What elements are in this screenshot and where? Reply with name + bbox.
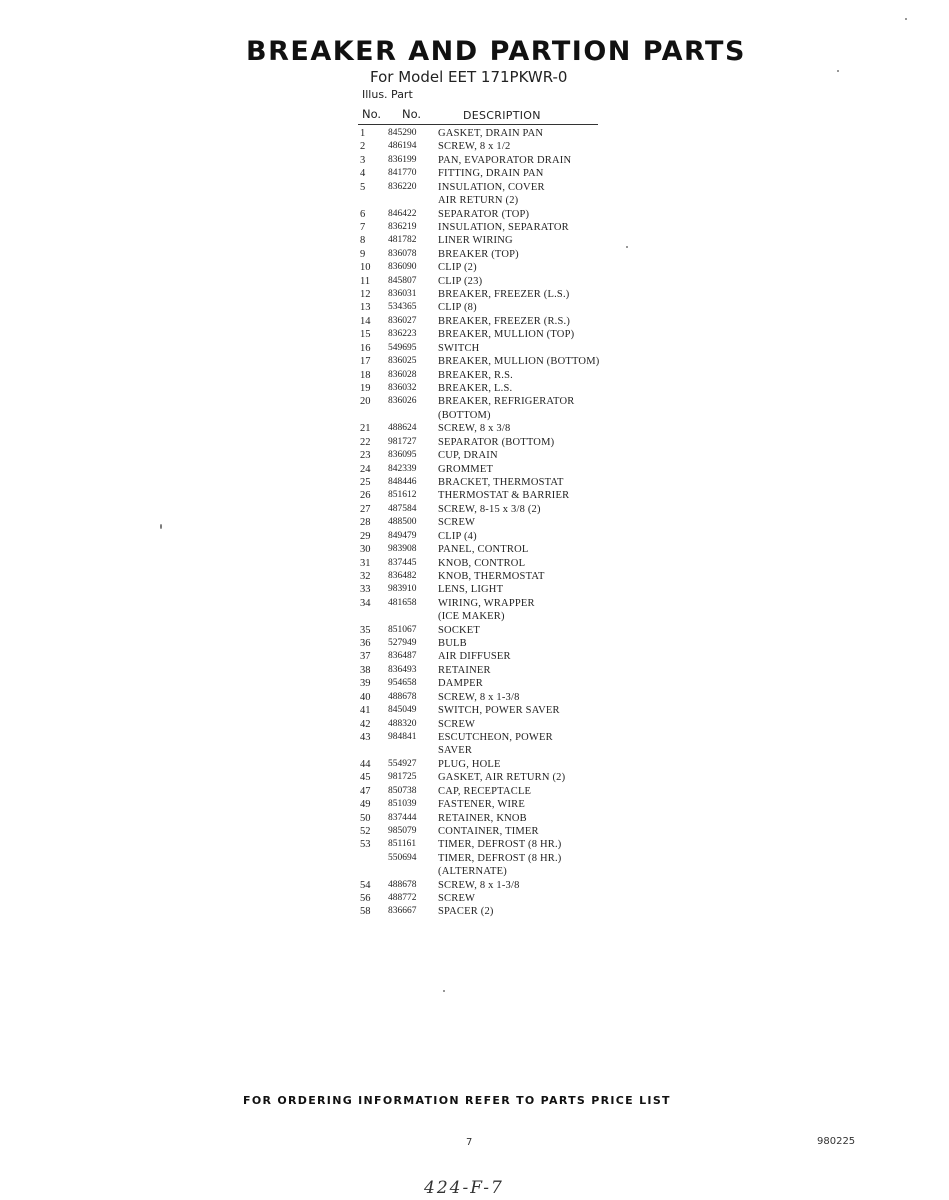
- illus-no: 22: [360, 436, 371, 448]
- illus-no: 49: [360, 799, 371, 811]
- part-number: 836095: [388, 450, 417, 461]
- part-number: 836028: [388, 369, 417, 380]
- part-number: 488320: [388, 718, 417, 729]
- illus-no: 45: [360, 772, 371, 784]
- part-number: 836487: [388, 651, 417, 662]
- part-number: 488678: [388, 879, 417, 890]
- part-number: 534365: [388, 302, 417, 313]
- header-description: DESCRIPTION: [463, 109, 541, 122]
- header-illus-part: Illus. Part: [362, 88, 413, 101]
- part-description: GASKET, DRAIN PAN: [438, 128, 544, 139]
- illus-no: 50: [360, 812, 371, 824]
- part-description: INSULATION, SEPARATOR: [438, 221, 569, 233]
- part-description: SCREW, 8 x 1-3/8: [438, 691, 520, 703]
- illus-no: 38: [360, 664, 371, 676]
- part-description: PAN, EVAPORATOR DRAIN: [438, 154, 572, 166]
- part-number: 836482: [388, 570, 417, 581]
- part-number: 836220: [388, 181, 417, 192]
- part-description: INSULATION, COVER: [438, 181, 545, 193]
- part-description: TIMER, DEFROST (8 HR.): [438, 852, 562, 864]
- part-description: SCREW: [438, 517, 476, 529]
- illus-no: 53: [360, 839, 371, 851]
- part-description: CLIP (2): [438, 262, 477, 274]
- illus-no: 54: [360, 879, 371, 891]
- part-description: ESCUTCHEON, POWER: [438, 731, 553, 743]
- part-number: 836078: [388, 248, 417, 259]
- part-number: 481658: [388, 597, 417, 608]
- part-description: SCREW, 8 x 1/2: [438, 141, 511, 153]
- illus-no: 30: [360, 544, 371, 556]
- illus-no: 29: [360, 530, 371, 542]
- model-subtitle: For Model EET 171PKWR-0: [370, 68, 568, 86]
- part-number: 836219: [388, 221, 417, 232]
- part-number: 527949: [388, 638, 417, 649]
- part-description: BREAKER, R.S.: [438, 369, 513, 381]
- part-number: 981727: [388, 436, 417, 447]
- illus-no: 18: [360, 369, 371, 381]
- illus-no: 33: [360, 584, 371, 596]
- part-description: GROMMET: [438, 463, 494, 475]
- illus-no: 56: [360, 893, 371, 905]
- scan-speck: [626, 246, 628, 248]
- part-description: (ICE MAKER): [438, 611, 505, 623]
- illus-no: 19: [360, 383, 371, 395]
- illus-no: 12: [360, 289, 371, 301]
- part-description: BREAKER, FREEZER (R.S.): [438, 315, 571, 327]
- part-number: 851161: [388, 839, 417, 850]
- part-number: 845807: [388, 275, 417, 286]
- illus-no: 42: [360, 718, 371, 730]
- part-description: SCREW: [438, 893, 476, 905]
- illus-no: 25: [360, 476, 371, 488]
- part-description: CLIP (23): [438, 275, 483, 287]
- illus-no: 40: [360, 691, 371, 703]
- illus-no: 32: [360, 570, 371, 582]
- illus-no: 20: [360, 396, 371, 408]
- part-description: BULB: [438, 638, 467, 650]
- part-description: FASTENER, WIRE: [438, 799, 525, 811]
- part-number: 488500: [388, 517, 417, 528]
- part-number: 846422: [388, 208, 417, 219]
- part-description: FITTING, DRAIN PAN: [438, 168, 544, 180]
- scan-speck: [837, 70, 839, 72]
- part-description: CLIP (8): [438, 302, 477, 314]
- part-description: SCREW, 8 x 1-3/8: [438, 879, 520, 891]
- part-description: CONTAINER, TIMER: [438, 825, 539, 837]
- part-number: 851067: [388, 624, 417, 635]
- part-number: 851612: [388, 490, 417, 501]
- part-description: BREAKER (TOP): [438, 248, 519, 260]
- illus-no: 9: [360, 248, 366, 260]
- part-description: SWITCH, POWER SAVER: [438, 705, 560, 717]
- illus-no: 8: [360, 235, 366, 247]
- page-number: 7: [466, 1137, 473, 1148]
- illus-no: 3: [360, 154, 366, 166]
- part-description: RETAINER, KNOB: [438, 812, 527, 824]
- part-description: LINER WIRING: [438, 235, 513, 247]
- part-description: SCREW, 8-15 x 3/8 (2): [438, 503, 541, 515]
- part-description: LENS, LIGHT: [438, 584, 504, 596]
- document-code: 980225: [817, 1136, 856, 1147]
- part-number: 836667: [388, 906, 417, 917]
- illus-no: 14: [360, 315, 371, 327]
- illus-no: 34: [360, 597, 371, 609]
- part-number: 488772: [388, 893, 417, 904]
- part-description: SEPARATOR (TOP): [438, 208, 530, 220]
- handwritten-note: 424-F-7: [424, 1178, 504, 1198]
- part-number: 488678: [388, 691, 417, 702]
- part-description: AIR RETURN (2): [438, 195, 519, 207]
- part-description: SOCKET: [438, 624, 481, 636]
- part-number: 837444: [388, 812, 417, 823]
- illus-no: 13: [360, 302, 371, 314]
- part-description: CAP, RECEPTACLE: [438, 785, 532, 797]
- part-description: CLIP (4): [438, 530, 477, 542]
- part-description: SPACER (2): [438, 906, 494, 918]
- illus-no: 44: [360, 758, 371, 770]
- part-description: BRACKET, THERMOSTAT: [438, 476, 564, 488]
- illus-no: 26: [360, 490, 371, 502]
- part-description: BREAKER, MULLION (BOTTOM): [438, 356, 600, 368]
- part-number: 554927: [388, 758, 417, 769]
- part-number: 845290: [388, 128, 417, 138]
- illus-no: 58: [360, 906, 371, 918]
- part-number: 845049: [388, 705, 417, 716]
- illus-no: 16: [360, 342, 371, 354]
- part-description: BREAKER, REFRIGERATOR: [438, 396, 575, 408]
- part-description: PANEL, CONTROL: [438, 544, 529, 556]
- illus-no: 41: [360, 705, 371, 717]
- illus-no: 28: [360, 517, 371, 529]
- part-description: GASKET, AIR RETURN (2): [438, 772, 566, 784]
- part-description: SCREW, 8 x 3/8: [438, 423, 511, 435]
- part-number: 983910: [388, 584, 417, 595]
- part-description: (BOTTOM): [438, 409, 491, 421]
- part-number: 836026: [388, 396, 417, 407]
- part-number: 837445: [388, 557, 417, 568]
- ordering-info-footer: FOR ORDERING INFORMATION REFER TO PARTS PRICE LIST: [243, 1094, 671, 1107]
- illus-no: 21: [360, 423, 371, 435]
- illus-no: 5: [360, 181, 366, 193]
- illus-no: 6: [360, 208, 366, 220]
- illus-no: 47: [360, 785, 371, 797]
- part-number: 549695: [388, 342, 417, 353]
- part-number: 836032: [388, 383, 417, 394]
- part-number: 836031: [388, 289, 417, 300]
- part-description: PLUG, HOLE: [438, 758, 501, 770]
- illus-no: 31: [360, 557, 371, 569]
- part-number: 848446: [388, 476, 417, 487]
- header-illus-no: No.: [362, 107, 382, 121]
- header-part-no: No.: [402, 107, 422, 121]
- part-description: WIRING, WRAPPER: [438, 597, 535, 609]
- part-description: AIR DIFFUSER: [438, 651, 511, 663]
- illus-no: 17: [360, 356, 371, 368]
- part-description: DAMPER: [438, 678, 483, 690]
- illus-no: 10: [360, 262, 371, 274]
- part-number: 983908: [388, 544, 417, 555]
- part-description: RETAINER: [438, 664, 491, 676]
- part-number: 836090: [388, 262, 417, 273]
- part-number: 488624: [388, 423, 417, 434]
- part-number: 481782: [388, 235, 417, 246]
- part-description: BREAKER, MULLION (TOP): [438, 329, 575, 341]
- illus-no: 7: [360, 221, 366, 233]
- part-description: THERMOSTAT & BARRIER: [438, 490, 570, 502]
- part-number: 850738: [388, 785, 417, 796]
- part-number: 841770: [388, 168, 417, 179]
- part-description: CUP, DRAIN: [438, 450, 498, 462]
- part-description: KNOB, THERMOSTAT: [438, 570, 545, 582]
- illus-no: 24: [360, 463, 371, 475]
- part-description: SEPARATOR (BOTTOM): [438, 436, 555, 448]
- illus-no: 36: [360, 638, 371, 650]
- header-rule: [358, 124, 598, 125]
- part-number: 954658: [388, 678, 417, 689]
- illus-no: 52: [360, 825, 371, 837]
- illus-no: 15: [360, 329, 371, 341]
- page-title: BREAKER AND PARTION PARTS: [246, 36, 746, 67]
- illus-no: 37: [360, 651, 371, 663]
- illus-no: 11: [360, 275, 371, 287]
- part-number: 981725: [388, 772, 417, 783]
- illus-no: 43: [360, 731, 371, 743]
- illus-no: 4: [360, 168, 366, 180]
- part-number: 486194: [388, 141, 417, 152]
- part-number: 836027: [388, 315, 417, 326]
- part-description: SWITCH: [438, 342, 480, 354]
- part-description: SAVER: [438, 745, 473, 757]
- part-description: KNOB, CONTROL: [438, 557, 526, 569]
- illus-no: 39: [360, 678, 371, 690]
- part-number: 836223: [388, 329, 417, 340]
- illus-no: 1: [360, 128, 366, 139]
- part-number: 487584: [388, 503, 417, 514]
- part-number: 836025: [388, 356, 417, 367]
- part-number: 851039: [388, 799, 417, 810]
- part-description: TIMER, DEFROST (8 HR.): [438, 839, 562, 851]
- part-description: BREAKER, FREEZER (L.S.): [438, 289, 570, 301]
- part-number: 985079: [388, 825, 417, 836]
- part-description: (ALTERNATE): [438, 866, 507, 878]
- illus-no: 23: [360, 450, 371, 462]
- part-number: 550694: [388, 852, 417, 863]
- part-description: SCREW: [438, 718, 476, 730]
- scan-speck: [160, 524, 162, 529]
- scan-speck: [443, 990, 445, 992]
- part-number: 849479: [388, 530, 417, 541]
- part-number: 836493: [388, 664, 417, 675]
- part-number: 984841: [388, 731, 417, 742]
- part-number: 842339: [388, 463, 417, 474]
- illus-no: 2: [360, 141, 366, 153]
- illus-no: 35: [360, 624, 371, 636]
- part-number: 836199: [388, 154, 417, 165]
- scan-speck: [905, 18, 907, 20]
- illus-no: 27: [360, 503, 371, 515]
- part-description: BREAKER, L.S.: [438, 383, 513, 395]
